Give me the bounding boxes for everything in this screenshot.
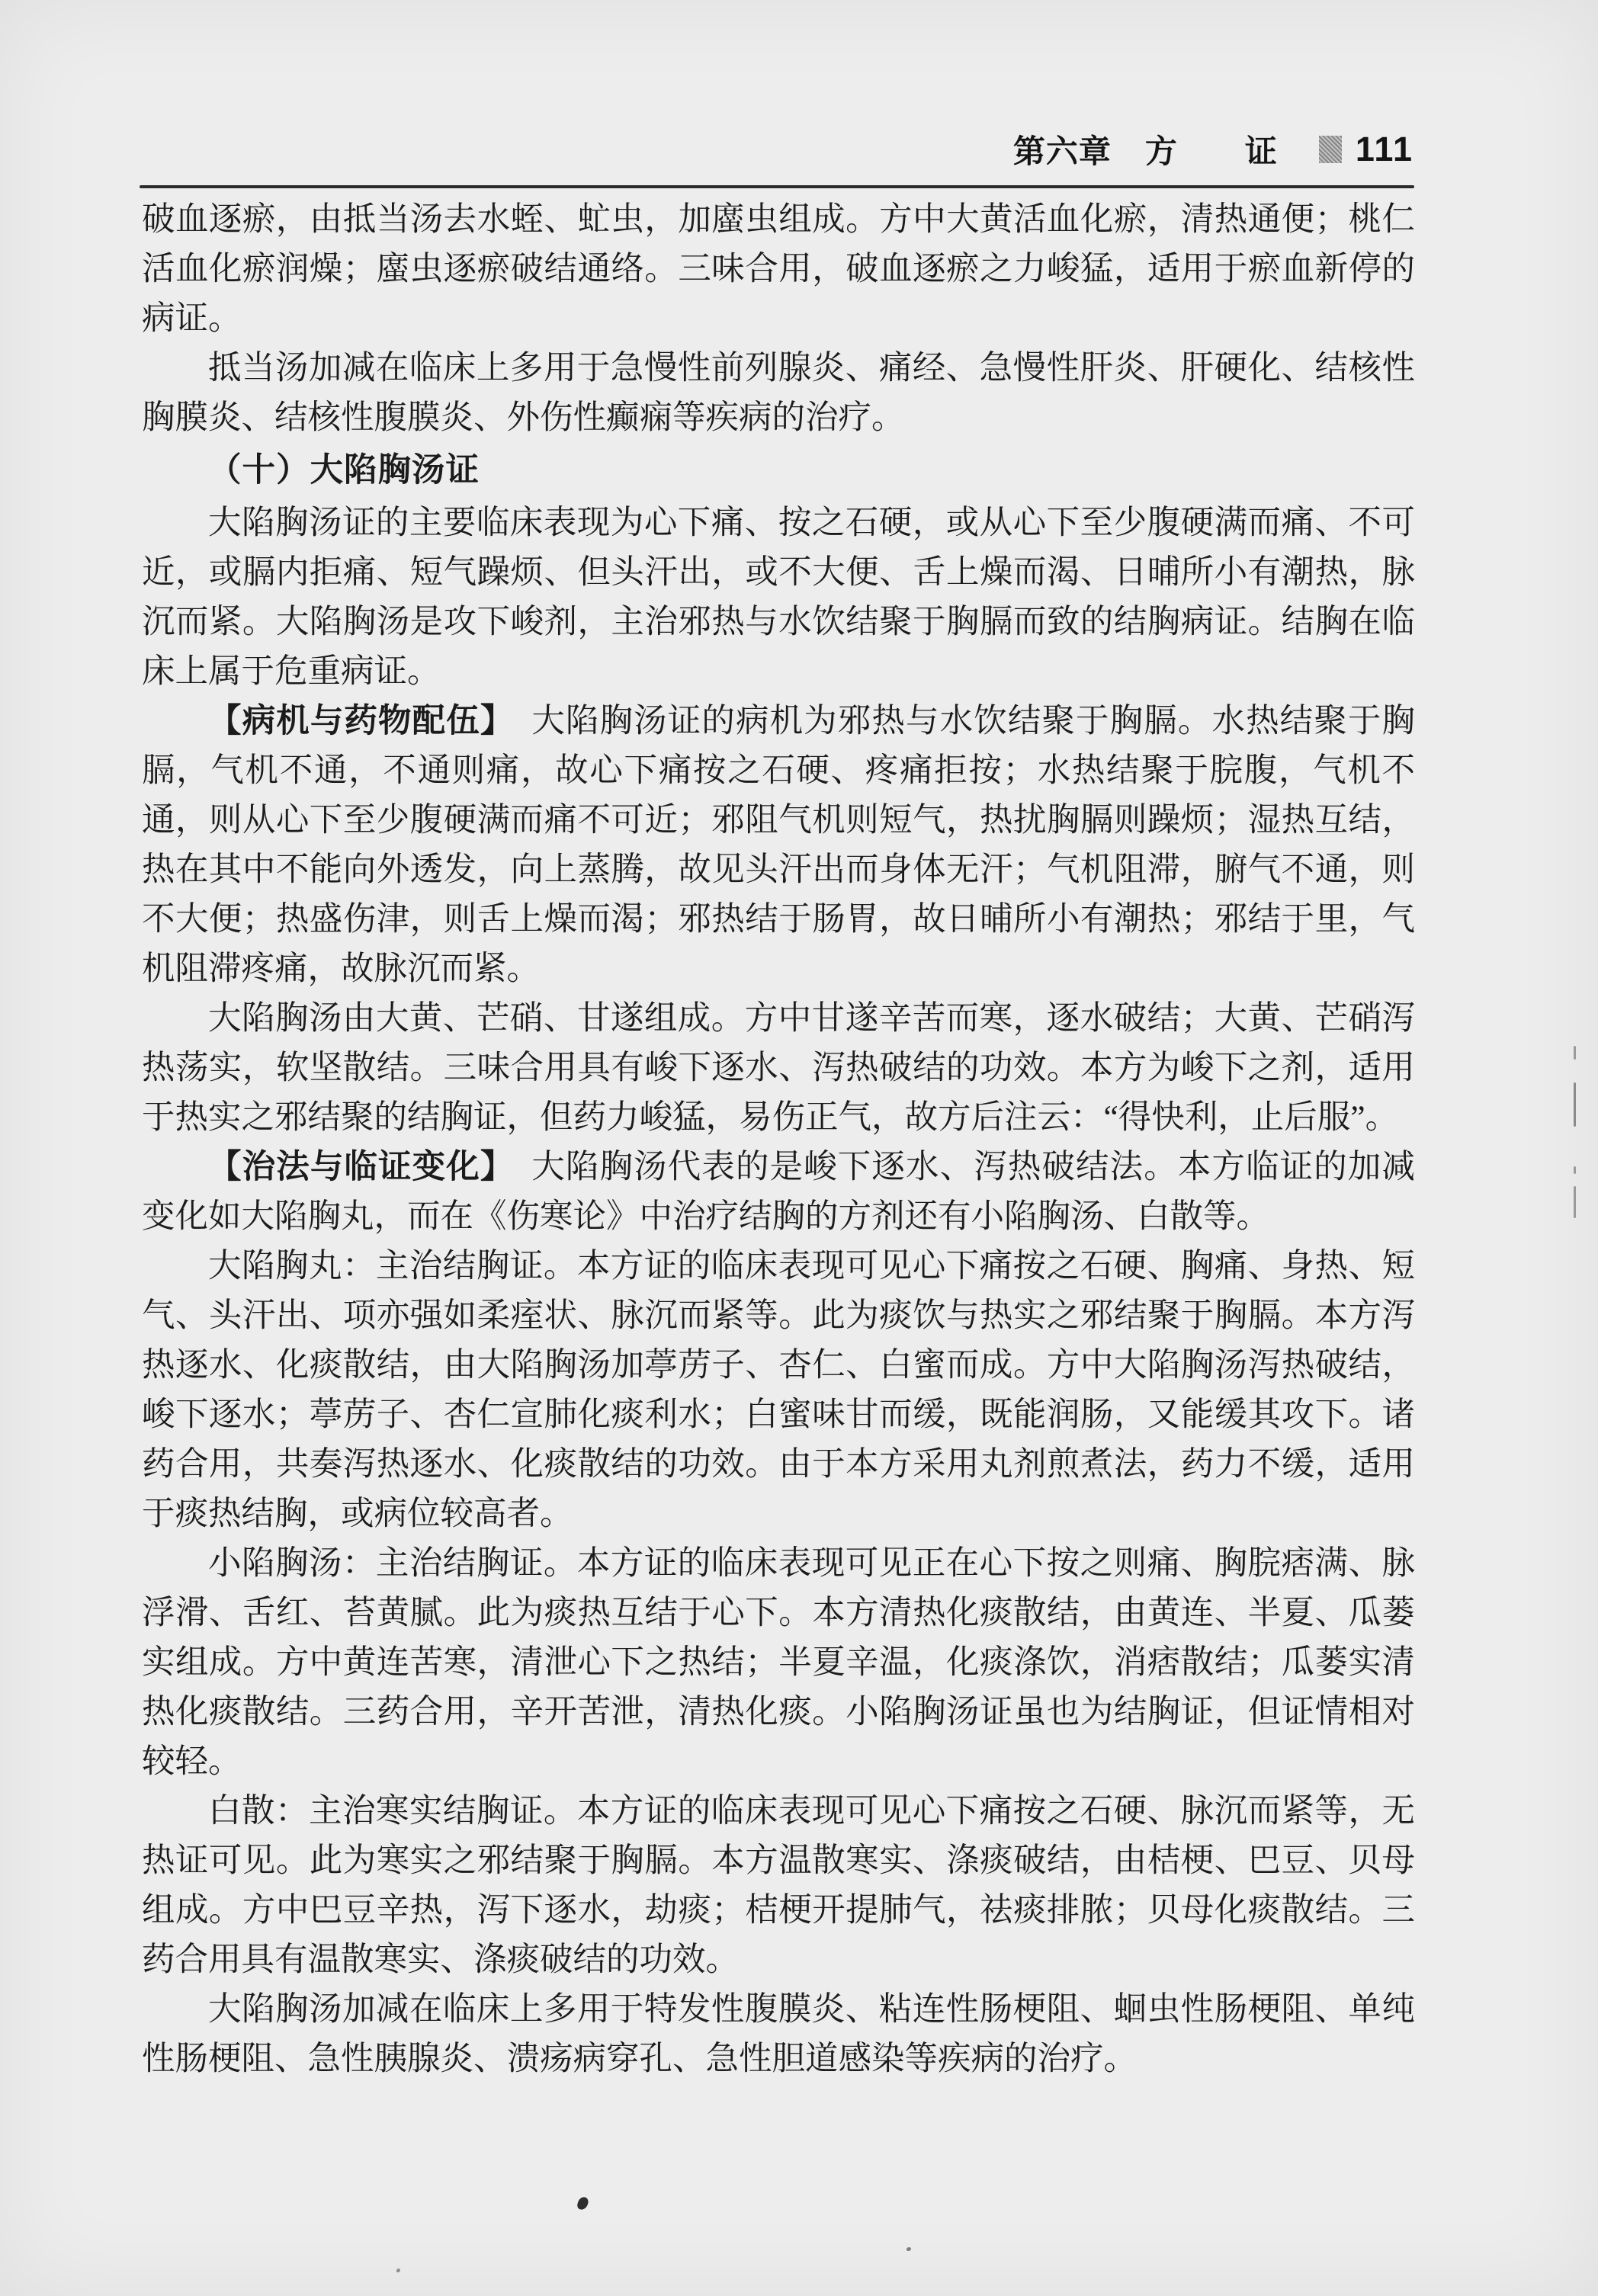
paragraph-with-label	[142, 1143, 1415, 1242]
page-body	[142, 195, 1415, 2084]
scan-artifact-mark	[1574, 1046, 1576, 1060]
chapter-label: 第六章	[1012, 133, 1112, 169]
halftone-square-icon	[1319, 136, 1342, 163]
inline-bracket-label: 【治法与临证变化】	[208, 1149, 498, 1185]
header-rule	[140, 185, 1414, 188]
paragraph: 大陷胸汤由大黄、芒硝、甘遂组成。方中甘遂辛苦而寒，逐水破结；大黄、芒硝泻热荡实，软坚散结。三味合用具有峻下逐水、泻热破结的功效。本方为峻下之剂，适用于热实之邪结聚的结胸证，但药力峻猛，易伤正气，故方后注云：“得快利，止后服”。	[142, 1000, 1415, 1136]
paragraph-with-label	[142, 697, 1415, 994]
paragraph-continuation: 破血逐瘀，由抵当汤去水蛭、虻虫，加䗪虫组成。方中大黄活血化瘀，清热通便；桃仁活血化瘀润燥；䗪虫逐瘀破结通络。三味合用，破血逐瘀之力峻猛，适用于瘀血新停的病证。	[142, 201, 1415, 337]
ink-speck	[396, 2269, 400, 2272]
chapter-title-word-2: 证	[1244, 133, 1278, 169]
paragraph-text: 大陷胸汤代表的是峻下逐水、泻热破结法。本方临证的加减变化如大陷胸丸，而在《伤寒论》中治疗结胸的方剂还有小陷胸汤、白散等。	[142, 1149, 1416, 1235]
paragraph: 白散：主治寒实结胸证。本方证的临床表现可见心下痛按之石硬、脉沉而紧等，无热证可见。此为寒实之邪结聚于胸膈。本方温散寒实、涤痰破结，由桔梗、巴豆、贝母组成。方中巴豆辛热，泻下逐水，劫痰；桔梗开提肺气，祛痰排脓；贝母化痰散结。三药合用具有温散寒实、涤痰破结的功效。	[142, 1793, 1415, 1978]
paragraph: 大陷胸汤加减在临床上多用于特发性腹膜炎、粘连性肠梗阻、蛔虫性肠梗阻、单纯性肠梗阻、急性胰腺炎、溃疡病穿孔、急性胆道感染等疾病的治疗。	[142, 1991, 1415, 2077]
section-heading: （十）大陷胸汤证	[208, 452, 480, 489]
paragraph: 大陷胸丸：主治结胸证。本方证的临床表现可见心下痛按之石硬、胸痛、身热、短气、头汗出、项亦强如柔痓状、脉沉而紧等。此为痰饮与热实之邪结聚于胸膈。本方泻热逐水、化痰散结，由大陷胸汤加葶苈子、杏仁、白蜜而成。方中大陷胸汤泻热破结，峻下逐水；葶苈子、杏仁宣肺化痰利水；白蜜味甘而缓，既能润肠，又能缓其攻下。诸药合用，共奏泻热逐水、化痰散结的功效。由于本方采用丸剂煎煮法，药力不缓，适用于痰热结胸，或病位较高者。	[142, 1248, 1415, 1532]
scan-artifact-mark	[1574, 1082, 1576, 1127]
paragraph: 抵当汤加减在临床上多用于急慢性前列腺炎、痛经、急慢性肝炎、肝硬化、结核性胸膜炎、结核性腹膜炎、外伤性癫痫等疾病的治疗。	[142, 350, 1415, 436]
paragraph: 大陷胸汤证的主要临床表现为心下痛、按之石硬，或从心下至少腹硬满而痛、不可近，或膈内拒痛、短气躁烦、但头汗出，或不大便、舌上燥而渴、日晡所小有潮热，脉沉而紧。大陷胸汤是攻下峻剂，主治邪热与水饮结聚于胸膈而致的结胸病证。结胸在临床上属于危重病证。	[142, 505, 1415, 690]
running-head	[142, 127, 1413, 172]
chapter-title-word-1: 方	[1144, 133, 1178, 169]
inline-bracket-label: 【病机与药物配伍】	[208, 703, 498, 739]
page-number: 111	[1355, 130, 1413, 168]
scan-artifact-mark	[1574, 1186, 1576, 1218]
ink-speck	[576, 2195, 590, 2211]
ink-speck	[906, 2247, 911, 2251]
paragraph-text: 大陷胸汤证的病机为邪热与水饮结聚于胸膈。水热结聚于胸膈，气机不通，不通则痛，故心下痛按之石硬、疼痛拒按；水热结聚于脘腹，气机不通，则从心下至少腹硬满而痛不可近；邪阻气机则短气，热扰胸膈则躁烦；湿热互结，热在其中不能向外透发，向上蒸腾，故见头汗出而身体无汗；气机阻滞，腑气不通，则不大便；热盛伤津，则舌上燥而渴；邪热结于肠胃，故日晡所小有潮热；邪结于里，气机阻滞疼痛，故脉沉而紧。	[142, 703, 1416, 987]
scan-artifact-mark	[1574, 1166, 1576, 1174]
paragraph: 小陷胸汤：主治结胸证。本方证的临床表现可见正在心下按之则痛、胸脘痞满、脉浮滑、舌红、苔黄腻。此为痰热互结于心下。本方清热化痰散结，由黄连、半夏、瓜蒌实组成。方中黄连苦寒，清泄心下之热结；半夏辛温，化痰涤饮，消痞散结；瓜蒌实清热化痰散结。三药合用，辛开苦泄，清热化痰。小陷胸汤证虽也为结胸证，但证情相对较轻。	[142, 1545, 1415, 1780]
